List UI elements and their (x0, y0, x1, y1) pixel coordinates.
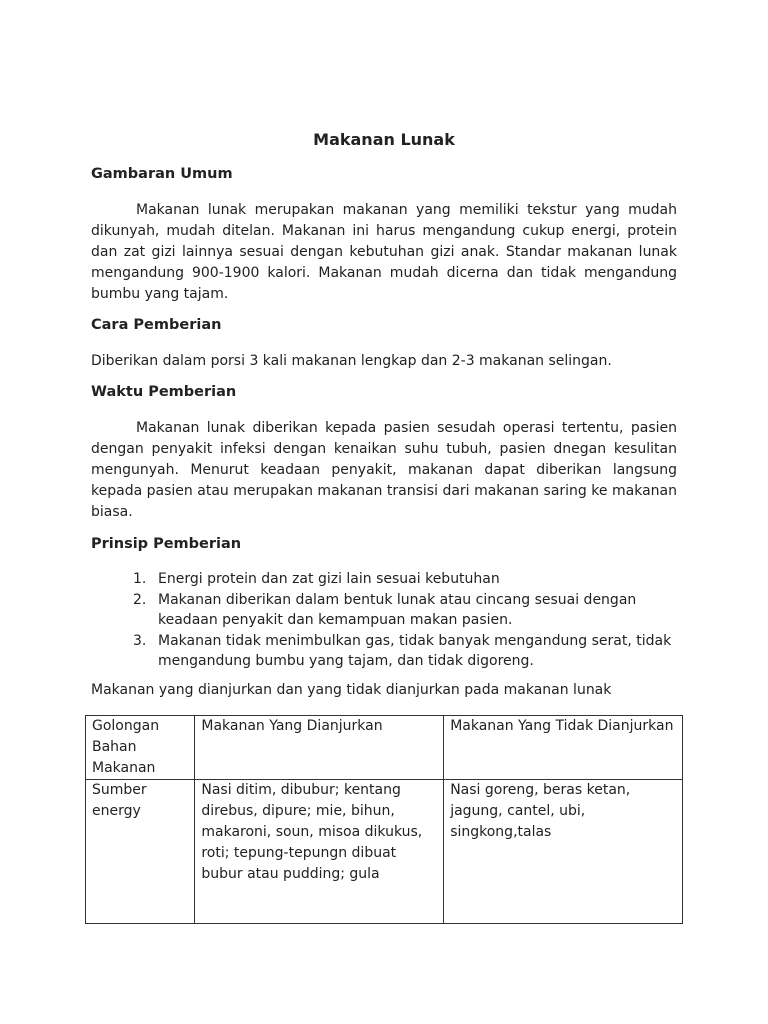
table-cell: Nasi goreng, beras ketan, jagung, cantel, ubi, singkong,talas (444, 780, 683, 924)
list-item (91, 590, 677, 630)
paragraph-waktu-pemberian: Makanan lunak diberikan kepada pasien sesudah operasi tertentu, pasien dengan penyakit infeksi dengan kenaikan suhu tubuh, pasien dnegan kesulitan mengunyah. Menurut keadaan penyakit, makanan dapat diberikan langsung kepada pasien atau merupakan makanan transisi dari makanan saring ke makanan biasa. (91, 420, 677, 520)
list-number: 3. (133, 633, 147, 649)
paragraph-cara-pemberian: Diberikan dalam porsi 3 kali makanan lengkap dan 2-3 makanan selingan. (91, 353, 612, 369)
list-number: 2. (133, 592, 147, 608)
list-text: Energi protein dan zat gizi lain sesuai kebutuhan (158, 571, 500, 587)
table-header-cell: Golongan Bahan Makanan (86, 716, 195, 780)
table-cell: Sumber energy (86, 780, 195, 924)
list-number: 1. (133, 571, 147, 587)
heading-cara-pemberian: Cara Pemberian (91, 317, 222, 333)
table-header-row (86, 716, 683, 780)
prinsip-list (91, 569, 677, 672)
table-row (86, 780, 683, 924)
list-item (91, 569, 677, 589)
list-text: Makanan diberikan dalam bentuk lunak atau cincang sesuai dengan keadaan penyakit dan kemampuan makan pasien. (158, 592, 637, 628)
heading-waktu-pemberian: Waktu Pemberian (91, 384, 237, 400)
heading-gambaran-umum: Gambaran Umum (91, 166, 233, 182)
table-header-cell: Makanan Yang Tidak Dianjurkan (444, 716, 683, 780)
table-cell: Nasi ditim, dibubur; kentang direbus, dipure; mie, bihun, makaroni, soun, misoa dikukus, roti; tepung-tepungn dibuat bubur atau pudding; gula (195, 780, 444, 924)
table-header-cell: Makanan Yang Dianjurkan (195, 716, 444, 780)
heading-prinsip-pemberian: Prinsip Pemberian (91, 536, 242, 552)
food-table (85, 715, 683, 924)
table-intro: Makanan yang dianjurkan dan yang tidak dianjurkan pada makanan lunak (91, 682, 612, 698)
list-item (91, 631, 677, 671)
list-text: Makanan tidak menimbulkan gas, tidak banyak mengandung serat, tidak mengandung bumbu yang tajam, dan tidak digoreng. (158, 633, 672, 669)
paragraph-gambaran-umum: Makanan lunak merupakan makanan yang memiliki tekstur yang mudah dikunyah, mudah ditelan. Makanan ini harus mengandung cukup energi, protein dan zat gizi lainnya sesuai dengan kebutuhan gizi anak. Standar makanan lunak mengandung 900-1900 kalori. Makanan mudah dicerna dan tidak mengandung bumbu yang tajam. (91, 202, 677, 302)
page-title: Makanan Lunak (313, 130, 455, 149)
